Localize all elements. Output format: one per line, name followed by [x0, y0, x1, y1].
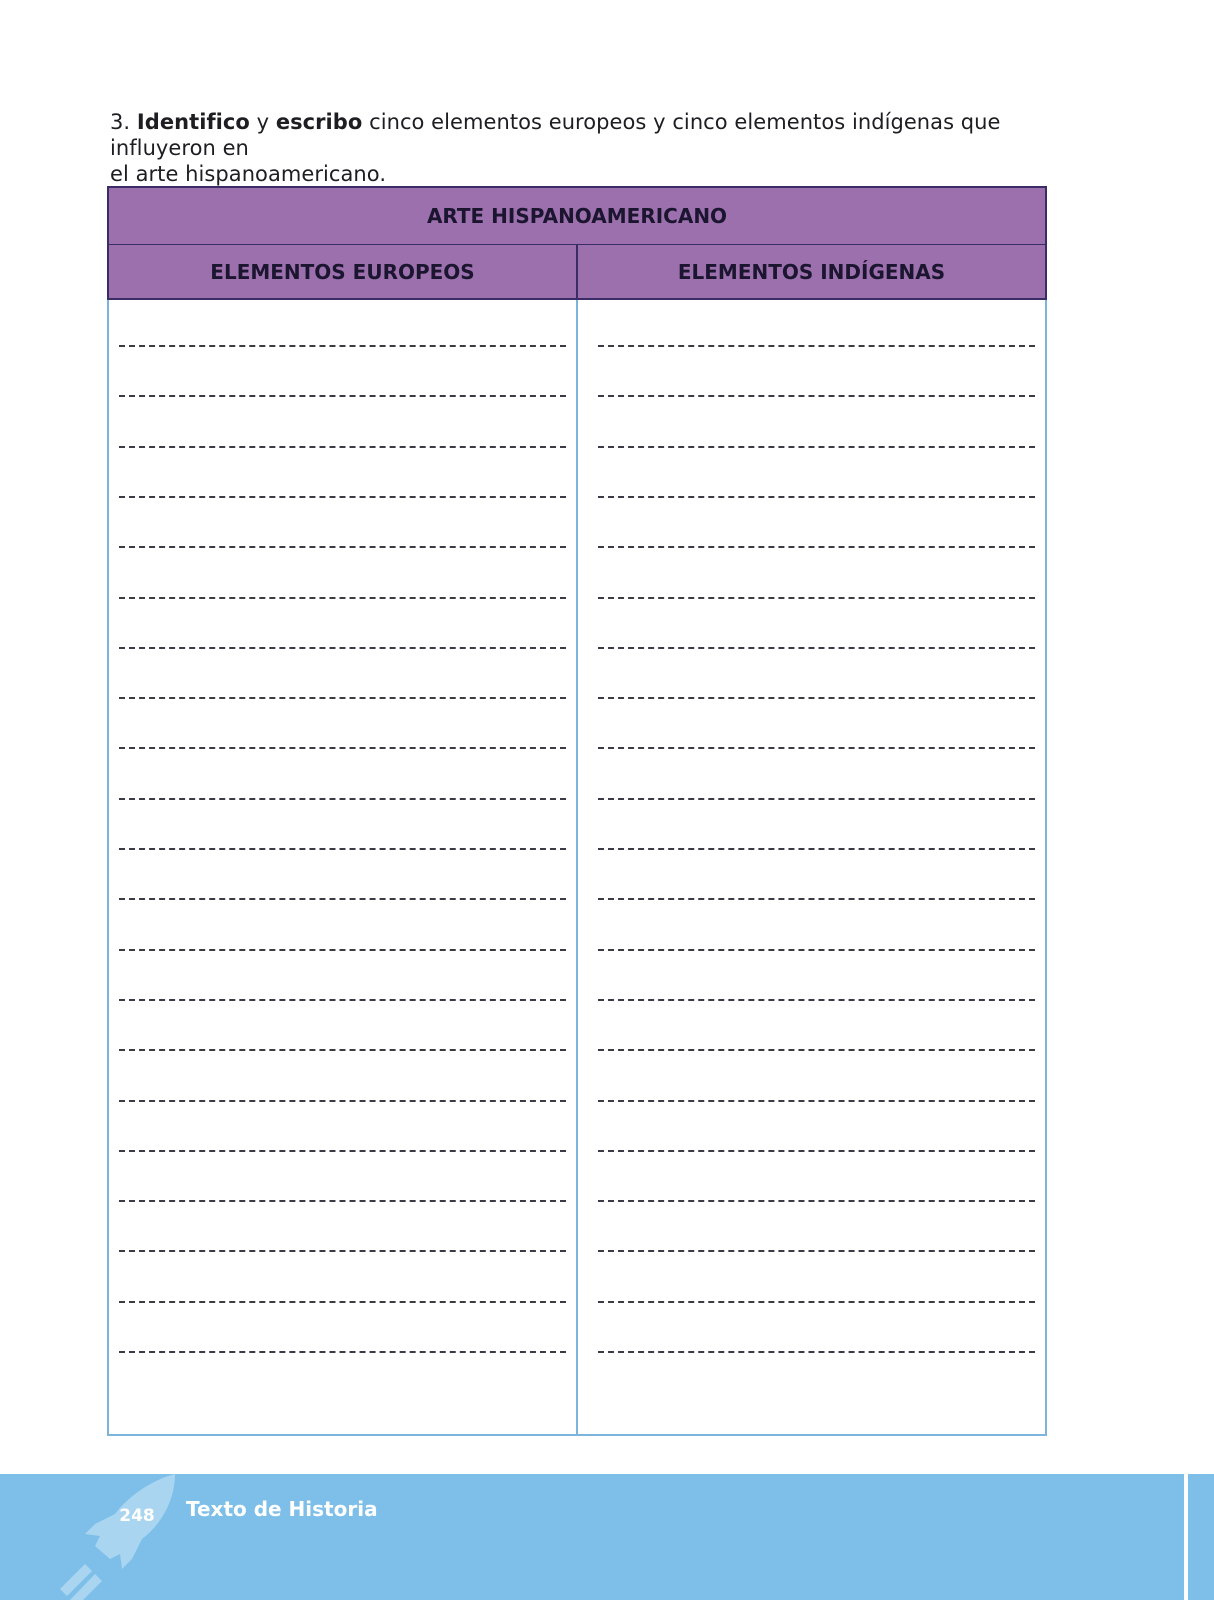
- answer-line[interactable]: [119, 1301, 566, 1303]
- page-footer: [0, 1474, 1214, 1600]
- answer-line[interactable]: [598, 798, 1035, 800]
- answer-line[interactable]: [598, 898, 1035, 900]
- column-europeos-answers[interactable]: [107, 300, 578, 1436]
- answer-line[interactable]: [598, 1250, 1035, 1252]
- answer-line[interactable]: [598, 1150, 1035, 1152]
- answer-line[interactable]: [119, 1049, 566, 1051]
- answer-line[interactable]: [598, 747, 1035, 749]
- answer-line[interactable]: [119, 1351, 566, 1353]
- answer-line[interactable]: [598, 345, 1035, 347]
- answer-line[interactable]: [119, 697, 566, 699]
- column-indigenas-answers[interactable]: [578, 300, 1047, 1436]
- answer-line[interactable]: [598, 395, 1035, 397]
- answer-line[interactable]: [598, 1100, 1035, 1102]
- verb-escribo: escribo: [275, 110, 363, 134]
- answer-line[interactable]: [119, 395, 566, 397]
- answer-line[interactable]: [119, 1150, 566, 1152]
- column-header-europeos: ELEMENTOS EUROPEOS: [107, 245, 578, 300]
- table-body: [107, 300, 1047, 1436]
- answer-line[interactable]: [119, 949, 566, 951]
- page-edge-strip: [1184, 1474, 1188, 1600]
- answer-line[interactable]: [119, 446, 566, 448]
- answer-line[interactable]: [598, 1351, 1035, 1353]
- rocket-icon: [55, 1474, 185, 1600]
- arte-table: [107, 186, 1047, 1436]
- instructions-text-2: el arte hispanoamericano.: [110, 162, 387, 186]
- answer-line[interactable]: [119, 999, 566, 1001]
- answer-line[interactable]: [119, 1200, 566, 1202]
- answer-line[interactable]: [598, 546, 1035, 548]
- answer-line[interactable]: [119, 647, 566, 649]
- table-title: ARTE HISPANOAMERICANO: [107, 186, 1047, 246]
- conjunction: y: [249, 110, 276, 134]
- answer-line[interactable]: [598, 697, 1035, 699]
- answer-line[interactable]: [598, 597, 1035, 599]
- answer-line[interactable]: [119, 798, 566, 800]
- answer-line[interactable]: [119, 546, 566, 548]
- answer-line[interactable]: [598, 1301, 1035, 1303]
- table-column-headers: [107, 245, 1047, 300]
- answer-line[interactable]: [119, 848, 566, 850]
- answer-line[interactable]: [119, 898, 566, 900]
- answer-line[interactable]: [598, 446, 1035, 448]
- answer-line[interactable]: [598, 647, 1035, 649]
- activity-number: 3.: [110, 110, 131, 134]
- answer-line[interactable]: [598, 949, 1035, 951]
- answer-line[interactable]: [119, 1100, 566, 1102]
- answer-line[interactable]: [598, 496, 1035, 498]
- book-title: Texto de Historia: [186, 1497, 378, 1521]
- page-number: 248: [119, 1506, 155, 1526]
- answer-line[interactable]: [598, 1200, 1035, 1202]
- column-header-indigenas: ELEMENTOS INDÍGENAS: [578, 245, 1047, 300]
- activity-instructions: [110, 109, 1070, 187]
- answer-line[interactable]: [119, 1250, 566, 1252]
- answer-line[interactable]: [119, 496, 566, 498]
- answer-line[interactable]: [598, 999, 1035, 1001]
- answer-line[interactable]: [598, 848, 1035, 850]
- answer-line[interactable]: [119, 345, 566, 347]
- verb-identifico: Identifico: [136, 110, 250, 134]
- answer-line[interactable]: [598, 1049, 1035, 1051]
- instructions-text-1: cinco elementos europeos y cinco elementos indígenas que influyeron en: [110, 110, 1001, 160]
- answer-line[interactable]: [119, 747, 566, 749]
- answer-line[interactable]: [119, 597, 566, 599]
